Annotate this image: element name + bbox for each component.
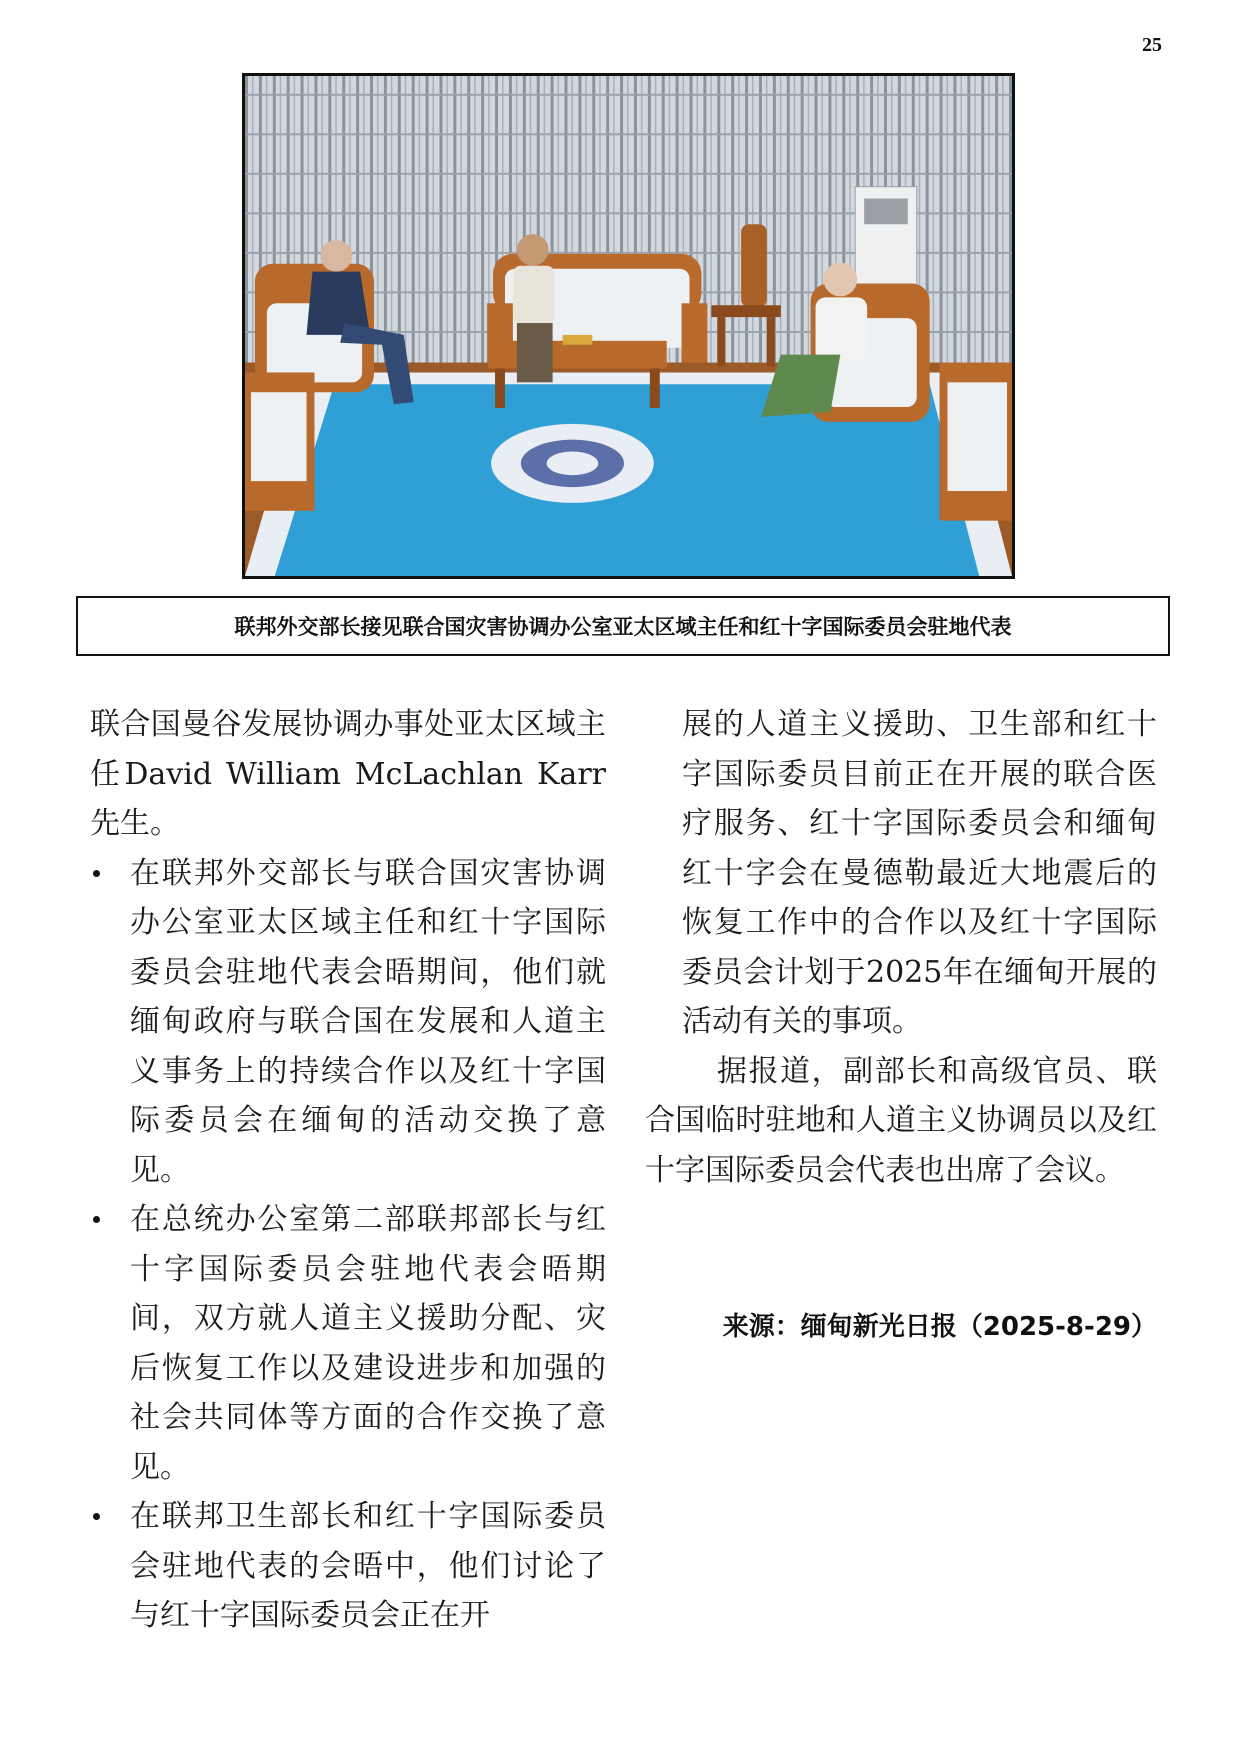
page-number: 25 [1142,34,1162,56]
list-item [90,1492,606,1641]
photo-caption: 联邦外交部长接见联合国灾害协调办公室亚太区域主任和红十字国际委员会驻地代表 [234,615,1012,639]
list-item-text: 在联邦卫生部长和红十字国际委员会驻地代表的会晤中，他们讨论了与红十字国际委员会正在开 [130,1499,606,1633]
news-photo [242,73,1015,579]
coffee-table [488,341,667,369]
bullet-icon [93,1216,100,1223]
list-item-text: 在总统办公室第二部联邦部长与红十字国际委员会驻地代表会晤期间，双方就人道主义援助分配、灾后恢复工作以及建设进步和加强的社会共同体等方面的合作交换了意见。 [130,1202,606,1485]
right-column [645,700,1157,1195]
list-item-text: 在联邦外交部长与联合国灾害协调办公室亚太区域主任和红十字国际委员会驻地代表会晤期间，他们就缅甸政府与联合国在发展和人道主义事务上的持续合作以及红十字国际委员会在缅甸的活动交换了意见。 [130,855,606,1188]
list-item [90,849,606,1196]
photo-caption-box [76,596,1170,656]
intro-paragraph: 联合国曼谷发展协调办事处亚太区域主任David William McLachlan Karr先生。 [90,707,606,841]
left-column [90,700,606,1641]
continuation-paragraph: 展的人道主义援助、卫生部和红十字国际委员目前正在开展的联合医疗服务、红十字国际委员会和缅甸红十字会在曼德勒最近大地震后的恢复工作中的合作以及红十字国际委员会计划于2025年在缅甸开展的活动有关的事项。 [682,707,1157,1039]
bullet-icon [93,1513,100,1520]
statue [741,224,767,307]
person-right [823,263,857,297]
list-item [90,1195,606,1492]
person-center [517,234,549,266]
person-left [320,240,352,272]
closing-paragraph: 据报道，副部长和高级官员、联合国临时驻地和人道主义协调员以及红十字国际委员会代表也出席了会议。 [645,1053,1157,1188]
source-line: 来源：缅甸新光日报（2025-8-29） [722,1312,1157,1342]
meeting-photo-illustration [245,76,1012,576]
bullet-icon [93,870,100,877]
bullet-list [90,849,606,1641]
